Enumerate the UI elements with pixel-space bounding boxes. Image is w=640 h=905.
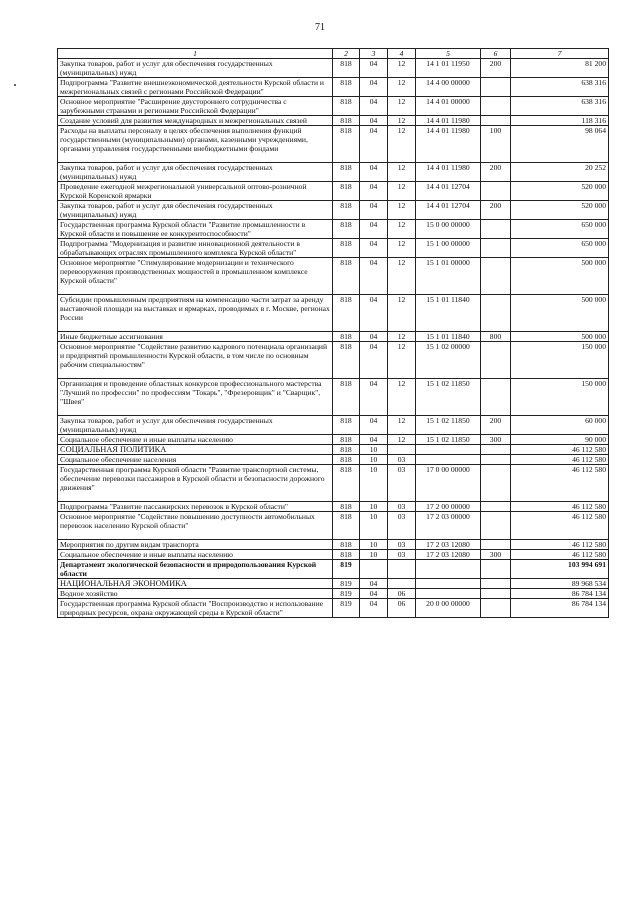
row-name-cell: Закупка товаров, работ и услуг для обеспечения государственных (муниципальных) нужд	[58, 163, 333, 182]
row-csr-cell: 14 4 01 11980	[416, 126, 481, 163]
row-rz-cell: 04	[360, 78, 388, 97]
row-gr-cell: 818	[333, 445, 360, 455]
row-sum-cell: 20 252	[511, 163, 609, 182]
row-csr-cell: 15 1 01 11840	[416, 332, 481, 342]
row-pr-cell: 06	[388, 599, 416, 618]
row-name-cell: Подпрограмма "Модернизация и развитие инновационной деятельности в обрабатывающих отраслях промышленного комплекса Курской области"	[58, 239, 333, 258]
row-rz-cell: 04	[360, 295, 388, 332]
row-name-cell: Организация и проведение областных конкурсов профессионального мастерства "Лучший по профессии" по профессиям "Токарь", "Фрезеровщик" и "Сварщик", "Швея"	[58, 379, 333, 416]
row-name-cell: НАЦИОНАЛЬНАЯ ЭКОНОМИКА	[58, 579, 333, 589]
table-row	[58, 589, 609, 599]
header-row	[58, 49, 609, 59]
row-rz-cell: 04	[360, 258, 388, 295]
row-pr-cell: 03	[388, 512, 416, 540]
row-sum-cell: 46 112 580	[511, 540, 609, 550]
row-pr-cell: 12	[388, 201, 416, 220]
row-name-cell: Расходы на выплаты персоналу в целях обеспечения выполнения функций государственными (муниципальными) органами, казенными учреждениями, органами управления государственными внебюджетными фондами	[58, 126, 333, 163]
row-vr-cell: 800	[481, 332, 511, 342]
row-vr-cell	[481, 342, 511, 379]
row-rz-cell: 04	[360, 435, 388, 445]
table-row	[58, 540, 609, 550]
row-gr-cell: 818	[333, 416, 360, 435]
row-csr-cell: 15 1 01 11840	[416, 295, 481, 332]
row-vr-cell	[481, 116, 511, 126]
row-sum-cell: 90 000	[511, 435, 609, 445]
row-vr-cell: 200	[481, 416, 511, 435]
row-name-cell: Подпрограмма "Развитие пассажирских перевозок в Курской области"	[58, 502, 333, 512]
row-gr-cell: 818	[333, 550, 360, 560]
table-row	[58, 550, 609, 560]
table-row	[58, 416, 609, 435]
row-vr-cell	[481, 379, 511, 416]
row-pr-cell: 12	[388, 416, 416, 435]
row-name-cell: Государственная программа Курской области "Развитие транспортной системы, обеспечение перевозки пассажиров в Курской области и безопасности дорожного движения"	[58, 465, 333, 502]
table-row	[58, 502, 609, 512]
row-rz-cell: 04	[360, 599, 388, 618]
header-cell-5: 5	[416, 49, 481, 59]
row-pr-cell: 03	[388, 540, 416, 550]
row-rz-cell: 04	[360, 163, 388, 182]
row-csr-cell: 14 4 01 11980	[416, 163, 481, 182]
row-sum-cell: 650 000	[511, 220, 609, 239]
row-rz-cell: 04	[360, 116, 388, 126]
row-name-cell: Закупка товаров, работ и услуг для обеспечения государственных (муниципальных) нужд	[58, 201, 333, 220]
row-gr-cell: 818	[333, 201, 360, 220]
row-csr-cell: 14 4 01 11980	[416, 116, 481, 126]
row-pr-cell: 12	[388, 163, 416, 182]
row-sum-cell: 98 064	[511, 126, 609, 163]
row-name-cell: Государственная программа Курской области "Воспроизводство и использование природных ресурсов, охрана окружающей среды в Курской области"	[58, 599, 333, 618]
table-row	[58, 512, 609, 540]
row-csr-cell	[416, 560, 481, 579]
row-sum-cell: 500 000	[511, 332, 609, 342]
row-gr-cell: 818	[333, 78, 360, 97]
row-pr-cell: 12	[388, 379, 416, 416]
row-name-cell: Государственная программа Курской области "Развитие промышленности в Курской области и повышение ее конкурентоспособности"	[58, 220, 333, 239]
row-csr-cell: 17 2 03 12080	[416, 540, 481, 550]
table-row	[58, 220, 609, 239]
row-pr-cell: 03	[388, 502, 416, 512]
row-name-cell: Подпрограмма "Развитие внешнеэкономической деятельности Курской области и межрегиональных связей с регионами Российской Федерации"	[58, 78, 333, 97]
row-name-cell: Иные бюджетные ассигнования	[58, 332, 333, 342]
row-vr-cell	[481, 599, 511, 618]
row-csr-cell	[416, 455, 481, 465]
row-csr-cell	[416, 579, 481, 589]
row-csr-cell: 15 1 02 11850	[416, 435, 481, 445]
row-vr-cell	[481, 455, 511, 465]
table-body	[58, 59, 609, 618]
row-vr-cell: 200	[481, 59, 511, 78]
row-name-cell: Создание условий для развития международных и межрегиональных связей	[58, 116, 333, 126]
row-pr-cell: 12	[388, 78, 416, 97]
row-csr-cell: 15 1 02 11850	[416, 379, 481, 416]
row-gr-cell: 818	[333, 239, 360, 258]
row-sum-cell: 86 784 134	[511, 599, 609, 618]
table-row	[58, 258, 609, 295]
table-row	[58, 579, 609, 589]
row-pr-cell: 03	[388, 465, 416, 502]
row-gr-cell: 818	[333, 502, 360, 512]
row-sum-cell: 46 112 580	[511, 445, 609, 455]
row-vr-cell	[481, 465, 511, 502]
table-row	[58, 455, 609, 465]
table-row	[58, 379, 609, 416]
row-sum-cell: 89 968 534	[511, 579, 609, 589]
row-rz-cell: 04	[360, 220, 388, 239]
row-gr-cell: 818	[333, 332, 360, 342]
row-pr-cell	[388, 579, 416, 589]
row-sum-cell: 118 316	[511, 116, 609, 126]
row-gr-cell: 818	[333, 258, 360, 295]
row-vr-cell	[481, 258, 511, 295]
row-rz-cell: 04	[360, 239, 388, 258]
row-vr-cell	[481, 445, 511, 455]
row-gr-cell: 819	[333, 579, 360, 589]
row-name-cell: Социальное обеспечение и иные выплаты населению	[58, 550, 333, 560]
row-vr-cell	[481, 502, 511, 512]
row-pr-cell: 12	[388, 258, 416, 295]
table-row	[58, 126, 609, 163]
row-gr-cell: 818	[333, 512, 360, 540]
row-gr-cell: 818	[333, 455, 360, 465]
row-sum-cell: 650 000	[511, 239, 609, 258]
row-gr-cell: 818	[333, 116, 360, 126]
row-pr-cell: 12	[388, 116, 416, 126]
row-csr-cell: 15 1 02 00000	[416, 342, 481, 379]
header-cell-4: 4	[388, 49, 416, 59]
row-gr-cell: 818	[333, 342, 360, 379]
row-csr-cell: 14 4 01 12704	[416, 182, 481, 201]
row-sum-cell: 46 112 580	[511, 465, 609, 502]
row-rz-cell: 10	[360, 502, 388, 512]
row-csr-cell	[416, 589, 481, 599]
row-pr-cell: 12	[388, 332, 416, 342]
row-vr-cell	[481, 78, 511, 97]
row-gr-cell: 818	[333, 295, 360, 332]
table-row	[58, 163, 609, 182]
row-vr-cell	[481, 182, 511, 201]
header-cell-2: 2	[333, 49, 360, 59]
row-csr-cell: 15 1 00 00000	[416, 239, 481, 258]
table-row	[58, 295, 609, 332]
table-row	[58, 342, 609, 379]
row-rz-cell: 10	[360, 540, 388, 550]
row-rz-cell: 10	[360, 455, 388, 465]
row-csr-cell: 17 2 03 00000	[416, 512, 481, 540]
row-rz-cell: 04	[360, 126, 388, 163]
row-sum-cell: 46 112 580	[511, 550, 609, 560]
row-name-cell: Основное мероприятие "Содействие развитию кадрового потенциала организаций и предприятий промышленности Курской области, в том числе по основным рабочим специальностям"	[58, 342, 333, 379]
row-vr-cell: 200	[481, 163, 511, 182]
row-gr-cell: 818	[333, 540, 360, 550]
row-name-cell: Водное хозяйство	[58, 589, 333, 599]
row-vr-cell	[481, 579, 511, 589]
row-gr-cell: 819	[333, 560, 360, 579]
row-gr-cell: 818	[333, 435, 360, 445]
row-pr-cell: 12	[388, 342, 416, 379]
row-csr-cell: 14 4 01 12704	[416, 201, 481, 220]
row-csr-cell: 15 1 02 11850	[416, 416, 481, 435]
row-vr-cell: 200	[481, 201, 511, 220]
table-row	[58, 435, 609, 445]
row-sum-cell: 500 000	[511, 258, 609, 295]
row-rz-cell: 10	[360, 550, 388, 560]
row-rz-cell: 04	[360, 416, 388, 435]
row-rz-cell: 04	[360, 332, 388, 342]
row-sum-cell: 150 000	[511, 379, 609, 416]
row-gr-cell: 818	[333, 59, 360, 78]
row-name-cell: Субсидии промышленным предприятиям на компенсацию части затрат за аренду выставочной площади на выставках и ярмарках, проводимых в г. Москве, регионах России	[58, 295, 333, 332]
table-row	[58, 59, 609, 78]
row-name-cell: Основное мероприятие "Стимулирование модернизации и технического перевооружения производственных мощностей в промышленном комплексе Курской области"	[58, 258, 333, 295]
row-rz-cell: 10	[360, 512, 388, 540]
row-rz-cell: 04	[360, 182, 388, 201]
margin-mark	[14, 84, 16, 86]
row-csr-cell: 14 4 01 00000	[416, 97, 481, 116]
row-rz-cell: 10	[360, 465, 388, 502]
row-rz-cell: 04	[360, 201, 388, 220]
row-vr-cell	[481, 560, 511, 579]
row-pr-cell	[388, 560, 416, 579]
table-row	[58, 239, 609, 258]
row-gr-cell: 818	[333, 182, 360, 201]
header-cell-6: 6	[481, 49, 511, 59]
table-row	[58, 560, 609, 579]
row-rz-cell: 04	[360, 97, 388, 116]
row-pr-cell: 12	[388, 295, 416, 332]
row-vr-cell: 100	[481, 126, 511, 163]
row-pr-cell: 12	[388, 97, 416, 116]
table-row	[58, 332, 609, 342]
row-pr-cell: 12	[388, 59, 416, 78]
table-row	[58, 445, 609, 455]
row-gr-cell: 818	[333, 97, 360, 116]
row-gr-cell: 819	[333, 599, 360, 618]
row-vr-cell	[481, 295, 511, 332]
row-name-cell: Основное мероприятие "Содействие повышению доступности автомобильных перевозок населению Курской области"	[58, 512, 333, 540]
row-vr-cell	[481, 512, 511, 540]
table-row	[58, 201, 609, 220]
row-gr-cell: 819	[333, 589, 360, 599]
row-vr-cell	[481, 220, 511, 239]
row-csr-cell: 20 0 00 00000	[416, 599, 481, 618]
row-sum-cell: 638 316	[511, 78, 609, 97]
row-sum-cell: 520 000	[511, 182, 609, 201]
row-sum-cell: 60 000	[511, 416, 609, 435]
row-name-cell: Закупка товаров, работ и услуг для обеспечения государственных (муниципальных) нужд	[58, 59, 333, 78]
budget-table	[57, 48, 609, 618]
row-sum-cell: 46 112 580	[511, 455, 609, 465]
table-row	[58, 78, 609, 97]
row-gr-cell: 818	[333, 126, 360, 163]
row-vr-cell: 300	[481, 435, 511, 445]
row-pr-cell: 12	[388, 239, 416, 258]
row-sum-cell: 500 000	[511, 295, 609, 332]
row-vr-cell: 300	[481, 550, 511, 560]
row-rz-cell: 10	[360, 445, 388, 455]
row-rz-cell: 04	[360, 379, 388, 416]
row-sum-cell: 46 112 580	[511, 502, 609, 512]
row-gr-cell: 818	[333, 220, 360, 239]
row-csr-cell: 17 2 03 12080	[416, 550, 481, 560]
row-csr-cell: 14 1 01 11950	[416, 59, 481, 78]
row-sum-cell: 520 000	[511, 201, 609, 220]
row-vr-cell	[481, 239, 511, 258]
row-rz-cell: 04	[360, 589, 388, 599]
table-row	[58, 97, 609, 116]
row-csr-cell: 14 4 00 00000	[416, 78, 481, 97]
row-pr-cell: 12	[388, 182, 416, 201]
budget-table-container	[57, 48, 608, 618]
row-name-cell: Департамент экологической безопасности и природопользования Курской области	[58, 560, 333, 579]
table-row	[58, 116, 609, 126]
row-sum-cell: 81 200	[511, 59, 609, 78]
row-csr-cell: 15 1 01 00000	[416, 258, 481, 295]
row-csr-cell: 17 0 00 00000	[416, 465, 481, 502]
row-name-cell: Социальное обеспечение и иные выплаты населению	[58, 435, 333, 445]
row-pr-cell	[388, 445, 416, 455]
table-row	[58, 465, 609, 502]
header-cell-7: 7	[511, 49, 609, 59]
row-sum-cell: 150 000	[511, 342, 609, 379]
row-name-cell: СОЦИАЛЬНАЯ ПОЛИТИКА	[58, 445, 333, 455]
row-csr-cell: 15 0 00 00000	[416, 220, 481, 239]
row-rz-cell: 04	[360, 579, 388, 589]
row-pr-cell: 03	[388, 455, 416, 465]
table-row	[58, 599, 609, 618]
row-gr-cell: 818	[333, 163, 360, 182]
table-row	[58, 182, 609, 201]
header-cell-3: 3	[360, 49, 388, 59]
row-sum-cell: 86 784 134	[511, 589, 609, 599]
row-rz-cell: 04	[360, 342, 388, 379]
row-rz-cell	[360, 560, 388, 579]
page-number: 71	[315, 22, 325, 33]
row-sum-cell: 638 316	[511, 97, 609, 116]
row-sum-cell: 46 112 580	[511, 512, 609, 540]
row-pr-cell: 12	[388, 220, 416, 239]
row-gr-cell: 818	[333, 465, 360, 502]
row-gr-cell: 818	[333, 379, 360, 416]
row-name-cell: Мероприятия по другим видам транспорта	[58, 540, 333, 550]
row-pr-cell: 12	[388, 435, 416, 445]
row-name-cell: Проведение ежегодной межрегиональной универсальной оптово-розничной Курской Коренской ярмарки	[58, 182, 333, 201]
row-rz-cell: 04	[360, 59, 388, 78]
row-pr-cell: 12	[388, 126, 416, 163]
row-name-cell: Закупка товаров, работ и услуг для обеспечения государственных (муниципальных) нужд	[58, 416, 333, 435]
row-csr-cell: 17 2 00 00000	[416, 502, 481, 512]
row-vr-cell	[481, 97, 511, 116]
row-csr-cell	[416, 445, 481, 455]
header-cell-1: 1	[58, 49, 333, 59]
row-name-cell: Социальное обеспечение населения	[58, 455, 333, 465]
row-vr-cell	[481, 540, 511, 550]
row-pr-cell: 06	[388, 589, 416, 599]
row-sum-cell: 103 994 691	[511, 560, 609, 579]
row-pr-cell: 03	[388, 550, 416, 560]
row-name-cell: Основное мероприятие "Расширение двустороннего сотрудничества с зарубежными странами и регионами Российской Федерации"	[58, 97, 333, 116]
row-vr-cell	[481, 589, 511, 599]
